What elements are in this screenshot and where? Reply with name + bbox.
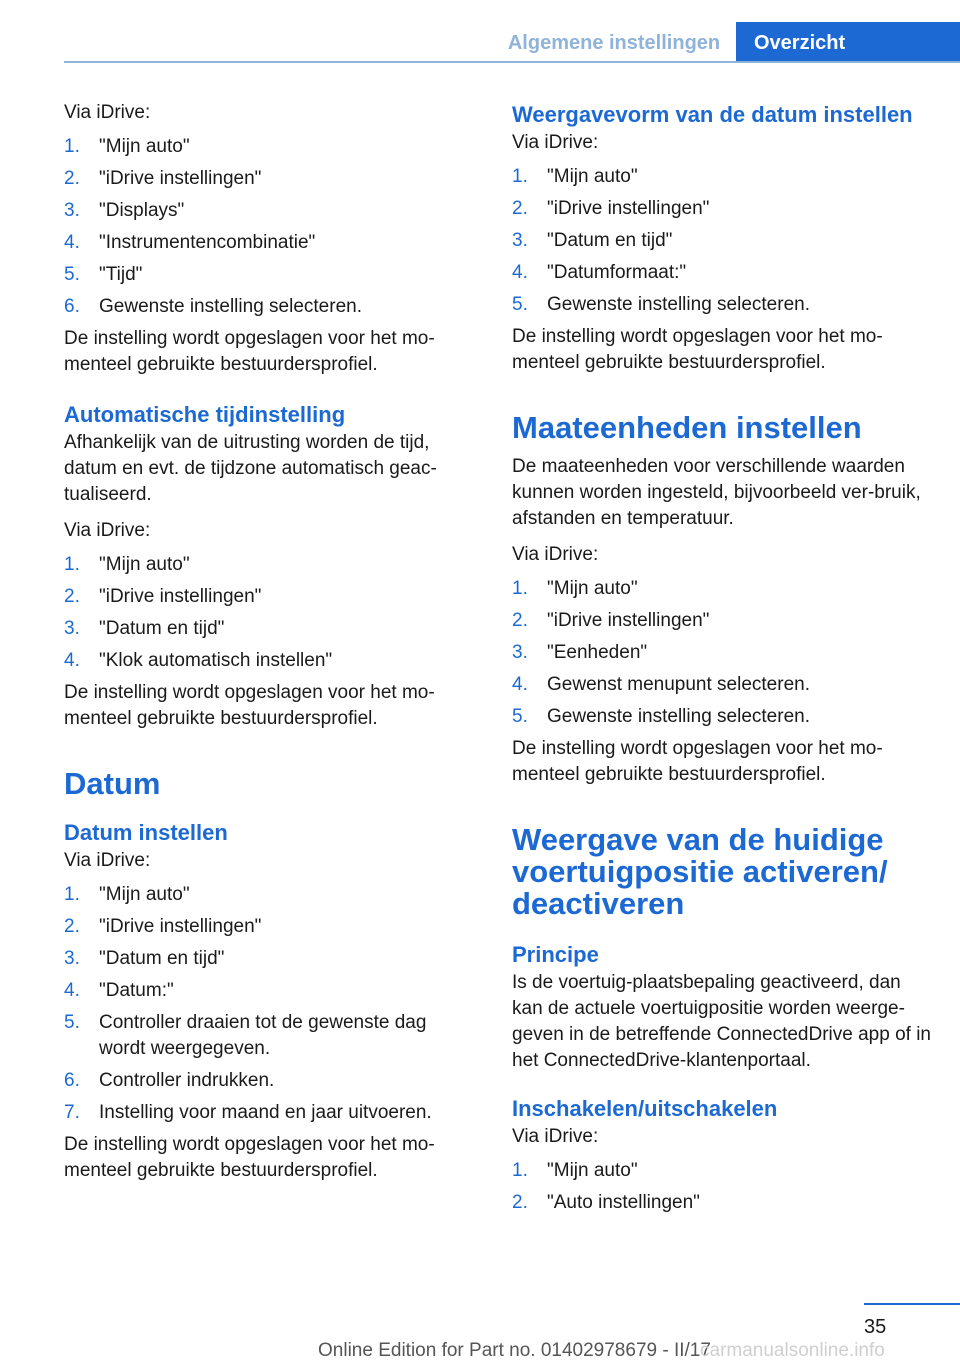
- list-item: 3. "Displays": [64, 200, 185, 221]
- list-item: 2. "iDrive instellingen": [64, 586, 262, 607]
- list-item: 3. "Datum en tijd": [64, 948, 225, 969]
- list-item: 6. Controller indrukken.: [64, 1070, 275, 1091]
- list-item: 2. "iDrive instellingen": [512, 610, 710, 631]
- list-item: 2. "iDrive instellingen": [512, 198, 710, 219]
- via-idrive-label: Via iDrive:: [64, 102, 151, 123]
- heading-voertuigpositie: Weergave van de huidige voertuigpositie activeren/ deactiveren: [512, 822, 888, 921]
- list-item: 2. "iDrive instellingen": [64, 916, 262, 937]
- heading-maateenheden: Maateenheden instellen: [512, 410, 862, 445]
- list-item: 1. "Mijn auto": [64, 554, 190, 575]
- list-item: 5. "Tijd": [64, 264, 143, 285]
- heading-inschakelen: Inschakelen/uitschakelen: [512, 1096, 778, 1121]
- heading-datum-instellen: Datum instellen: [64, 820, 228, 845]
- principe-description: Is de voertuig-plaatsbepaling geactiveerd, dan kan de actuele voertuigpositie worden weerge‐geven in de betreffende ConnectedDrive app of in het ConnectedDrive-klantenportaal.: [512, 972, 932, 1071]
- profile-note: De instelling wordt opgeslagen voor het mo‐menteel gebruikte bestuurdersprofiel.: [64, 328, 435, 375]
- via-idrive-label: Via iDrive:: [512, 544, 599, 565]
- via-idrive-label: Via iDrive:: [64, 520, 151, 541]
- list-item: 3. "Eenheden": [512, 642, 648, 663]
- section-tab-algemene[interactable]: Algemene instellingen: [507, 32, 721, 54]
- heading-weergavevorm-datum: Weergavevorm van de datum instellen: [512, 102, 913, 127]
- list-item: 5. Controller draaien tot de gewenste dag wordt weergegeven.: [64, 1012, 427, 1059]
- heading-automatische-tijdinstelling: Automatische tijdinstelling: [64, 402, 346, 427]
- list-item: 1. "Mijn auto": [512, 578, 638, 599]
- steps-list-tijd: [64, 134, 460, 320]
- list-item: 4. "Datumformaat:": [512, 262, 687, 283]
- profile-note: De instelling wordt opgeslagen voor het mo‐menteel gebruikte bestuurdersprofiel.: [512, 326, 883, 373]
- steps-list-positie: [512, 1158, 932, 1216]
- list-item: 5. Gewenste instelling selecteren.: [512, 706, 810, 727]
- page-number: 35: [864, 1316, 887, 1338]
- list-item: 2. "Auto instellingen": [512, 1192, 700, 1213]
- steps-list-datumformaat: [512, 164, 932, 318]
- via-idrive-label: Via iDrive:: [512, 132, 599, 153]
- list-item: 3. "Datum en tijd": [512, 230, 673, 251]
- list-item: 4. "Klok automatisch instellen": [64, 650, 333, 671]
- right-column: [512, 100, 932, 1222]
- units-description: De maateenheden voor verschillende waarden kunnen worden ingesteld, bijvoorbeeld ver‐bruik, afstanden en temperatuur.: [512, 456, 921, 529]
- list-item: 4. Gewenst menupunt selecteren.: [512, 674, 810, 695]
- list-item: 5. Gewenste instelling selecteren.: [512, 294, 810, 315]
- via-idrive-label: Via iDrive:: [64, 850, 151, 871]
- edition-text: Online Edition for Part no. 01402978679 - II/17: [318, 1340, 711, 1361]
- watermark: carmanualsonline.info: [700, 1340, 885, 1361]
- auto-time-description: Afhankelijk van de uitrusting worden de tijd, datum en evt. de tijdzone automatisch geac‐tualiseerd.: [64, 432, 437, 505]
- profile-note: De instelling wordt opgeslagen voor het mo‐menteel gebruikte bestuurdersprofiel.: [512, 738, 883, 785]
- profile-note: De instelling wordt opgeslagen voor het mo‐menteel gebruikte bestuurdersprofiel.: [64, 1134, 435, 1181]
- steps-list-eenheden: [512, 576, 932, 730]
- list-item: 3. "Datum en tijd": [64, 618, 225, 639]
- list-item: 4. "Instrumentencombinatie": [64, 232, 316, 253]
- page-header: [0, 0, 960, 62]
- list-item: 1. "Mijn auto": [64, 136, 190, 157]
- list-item: 1. "Mijn auto": [64, 884, 190, 905]
- via-idrive-label: Via iDrive:: [512, 1126, 599, 1147]
- heading-datum: Datum: [64, 766, 161, 801]
- footer-divider: [864, 1303, 960, 1305]
- heading-principe: Principe: [512, 942, 599, 967]
- list-item: 7. Instelling voor maand en jaar uitvoeren.: [64, 1102, 432, 1123]
- left-column: [64, 100, 460, 1194]
- list-item: 1. "Mijn auto": [512, 1160, 638, 1181]
- list-item: 2. "iDrive instellingen": [64, 168, 262, 189]
- header-divider: [64, 61, 960, 63]
- profile-note: De instelling wordt opgeslagen voor het mo‐menteel gebruikte bestuurdersprofiel.: [64, 682, 435, 729]
- list-item: 4. "Datum:": [64, 980, 174, 1001]
- steps-list-datum: [64, 882, 460, 1126]
- section-tab-overzicht[interactable]: Overzicht: [736, 22, 960, 62]
- steps-list-auto-tijd: [64, 552, 460, 674]
- list-item: 6. Gewenste instelling selecteren.: [64, 296, 362, 317]
- list-item: 1. "Mijn auto": [512, 166, 638, 187]
